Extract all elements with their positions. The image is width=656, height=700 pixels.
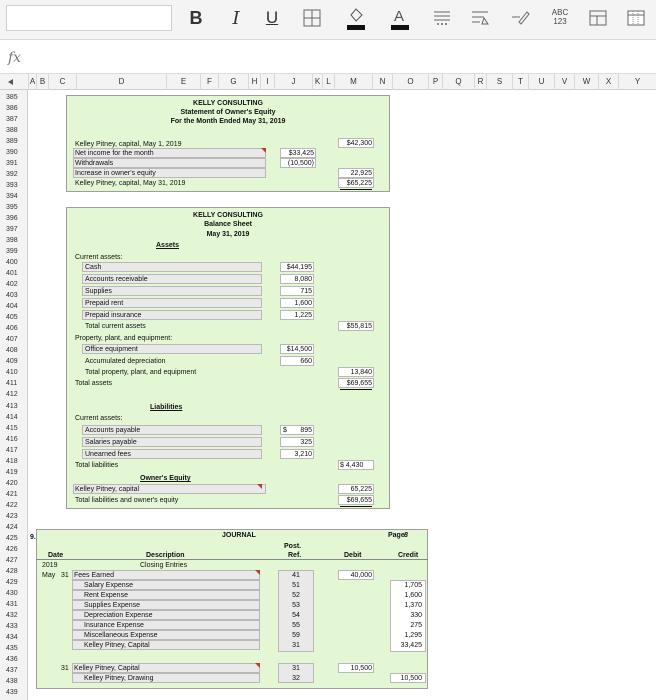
accounts-receivable-label: Accounts receivable xyxy=(85,276,148,283)
accumulated-depreciation-value: 660 xyxy=(300,358,312,365)
col-c[interactable]: C xyxy=(48,74,76,90)
entry-credit: 1,705 xyxy=(404,582,422,589)
entry-credit: 330 xyxy=(410,612,422,619)
insert-chart-icon[interactable] xyxy=(586,6,610,30)
fx-icon: fx xyxy=(8,50,22,66)
total-ppe-label: Total property, plant, and equipment xyxy=(85,369,197,376)
accounts-receivable-value: 8,080 xyxy=(294,276,312,283)
abc-label: ABC xyxy=(551,8,569,17)
equity-title: Statement of Owner's Equity xyxy=(180,109,276,116)
row-number[interactable]: 413 xyxy=(6,402,18,410)
owners-equity-heading: Owner's Equity xyxy=(140,475,191,482)
capital-begin-value: $42,300 xyxy=(346,140,372,147)
font-color-icon[interactable] xyxy=(388,4,412,32)
capital-label: Kelley Pitney, capital xyxy=(75,486,140,493)
balance-date: May 31, 2019 xyxy=(206,231,250,238)
entry-debit: 10,500 xyxy=(350,665,372,672)
entry-credit: 1,600 xyxy=(404,592,422,599)
svg-text:A: A xyxy=(394,8,405,25)
abc-number: 123 xyxy=(553,17,567,26)
total-assets-value: $69,655 xyxy=(346,380,372,387)
col-w[interactable]: W xyxy=(574,74,598,90)
equity-line-increase: Increase in owner's equity xyxy=(75,170,156,177)
entry-ref: 52 xyxy=(292,592,300,599)
col-t[interactable]: T xyxy=(512,74,528,90)
fill-color-icon[interactable] xyxy=(344,4,368,32)
row-number[interactable]: 385 xyxy=(6,94,18,101)
post-header: Post. xyxy=(284,543,302,550)
entry-ref: 41 xyxy=(292,572,300,579)
comment-flag xyxy=(255,570,260,575)
col-j[interactable]: J xyxy=(274,74,312,90)
row-number[interactable]: 404 xyxy=(6,303,18,311)
select-all-icon[interactable] xyxy=(8,79,13,85)
entry-description: Miscellaneous Expense xyxy=(84,632,158,639)
prepaid-insurance-value: 1,225 xyxy=(294,312,312,319)
capital-value: 65,225 xyxy=(350,486,372,493)
row-number[interactable]: 387 xyxy=(6,116,18,124)
align-icon[interactable] xyxy=(430,6,454,30)
total-assets-label: Total assets xyxy=(75,380,112,387)
row-number[interactable]: 401 xyxy=(6,270,18,278)
entry-description: Kelley Pitney, Capital xyxy=(84,642,150,649)
total-liabilities-value: $ 4,430 xyxy=(340,462,364,469)
row-number[interactable]: 405 xyxy=(6,314,18,322)
insert-table-icon[interactable] xyxy=(624,6,648,30)
col-b[interactable]: B xyxy=(36,74,48,90)
cash-value: $44,195 xyxy=(286,264,312,271)
col-n[interactable]: N xyxy=(372,74,392,90)
col-r[interactable]: R xyxy=(474,74,486,90)
total-liab-equity-label: Total liabilities and owner's equity xyxy=(75,497,179,504)
entry-description: Insurance Expense xyxy=(84,622,144,629)
col-x[interactable]: X xyxy=(598,74,618,90)
row-number[interactable]: 394 xyxy=(6,193,18,201)
row-number[interactable]: 396 xyxy=(6,215,18,223)
row-number[interactable]: 395 xyxy=(6,204,18,212)
row-number[interactable]: 427 xyxy=(6,556,18,564)
row-number[interactable]: 432 xyxy=(6,611,18,619)
formula-bar[interactable] xyxy=(0,44,656,74)
row-number[interactable]: 397 xyxy=(6,226,18,234)
name-box[interactable] xyxy=(6,5,172,31)
spell-check-icon[interactable] xyxy=(546,8,574,30)
credit-header: Credit xyxy=(398,552,419,559)
row-number[interactable]: 418 xyxy=(6,457,18,465)
entry-description: Kelley Pitney, Drawing xyxy=(84,675,154,682)
row-number[interactable]: 393 xyxy=(6,182,18,190)
row-number[interactable]: 415 xyxy=(6,424,18,432)
italic-button[interactable]: I xyxy=(232,7,240,29)
entry-credit: 275 xyxy=(410,622,422,629)
double-underline xyxy=(340,189,372,190)
entry-ref: 32 xyxy=(292,675,300,682)
accounts-payable-value: 895 xyxy=(300,427,312,434)
journal-year: 2019 xyxy=(42,562,58,569)
row-number[interactable]: 417 xyxy=(6,446,18,454)
cash-label: Cash xyxy=(85,264,102,271)
entry-description: Fees Earned xyxy=(74,572,115,579)
row-number[interactable]: 403 xyxy=(6,292,18,300)
journal-title: JOURNAL xyxy=(222,532,256,539)
row-number[interactable]: 406 xyxy=(6,325,18,333)
row-number[interactable]: 424 xyxy=(6,523,18,531)
col-m[interactable]: M xyxy=(334,74,372,90)
comment-flag xyxy=(257,484,262,489)
row-number[interactable]: 431 xyxy=(6,600,18,608)
row-number[interactable]: 429 xyxy=(6,578,18,586)
debit-header: Debit xyxy=(344,552,362,559)
row-number[interactable]: 402 xyxy=(6,281,18,289)
wrap-text-icon[interactable] xyxy=(468,6,492,30)
row-number[interactable]: 407 xyxy=(6,336,18,344)
row-number[interactable]: 436 xyxy=(6,655,18,663)
accounts-payable-label: Accounts payable xyxy=(85,427,141,434)
row-number[interactable]: 434 xyxy=(6,633,18,641)
row-number[interactable]: 410 xyxy=(6,369,18,377)
row-number[interactable]: 420 xyxy=(6,479,18,487)
col-k[interactable]: K xyxy=(312,74,322,90)
row-number[interactable]: 416 xyxy=(6,435,18,443)
entry-credit: 33,425 xyxy=(400,642,422,649)
entry-credit: 10,500 xyxy=(400,675,422,682)
accumulated-depreciation-label: Accumulated depreciation xyxy=(85,358,166,365)
col-a[interactable]: A xyxy=(28,74,36,90)
underline-button[interactable]: U xyxy=(265,8,279,27)
row-number[interactable]: 391 xyxy=(6,160,18,168)
journal-month: May xyxy=(42,572,56,579)
row-number[interactable]: 388 xyxy=(6,127,18,135)
entry-description: Rent Expense xyxy=(84,592,128,599)
double-underline xyxy=(340,389,372,390)
withdrawals-value: (10,500) xyxy=(287,160,314,167)
equity-company: KELLY CONSULTING xyxy=(193,100,263,107)
ref-header: Ref. xyxy=(288,552,302,559)
capital-end-value: $65,225 xyxy=(346,180,372,187)
entry-description: Supplies Expense xyxy=(84,602,141,609)
office-equipment-label: Office equipment xyxy=(85,346,138,353)
salaries-payable-label: Salaries payable xyxy=(85,439,137,446)
row-number[interactable]: 426 xyxy=(6,545,18,553)
row-number[interactable]: 409 xyxy=(6,358,18,366)
prepaid-rent-value: 1,600 xyxy=(294,300,312,307)
entry-ref: 31 xyxy=(292,665,300,672)
entry-debit: 40,000 xyxy=(350,572,372,579)
row-number[interactable]: 400 xyxy=(6,259,18,267)
total-liab-equity-value: $69,655 xyxy=(346,497,372,504)
col-f[interactable]: F xyxy=(200,74,218,90)
increase-value: 22,925 xyxy=(350,170,372,177)
entry-ref: 59 xyxy=(292,632,300,639)
journal-day-2: 31 xyxy=(61,665,69,672)
row-number[interactable]: 428 xyxy=(6,567,18,575)
row-number[interactable]: 408 xyxy=(6,347,18,355)
row-number[interactable]: 422 xyxy=(6,501,18,509)
row-number[interactable]: 386 xyxy=(6,105,18,113)
row-number[interactable]: 438 xyxy=(6,677,18,685)
entry-description: Depreciation Expense xyxy=(84,612,153,619)
office-equipment-value: $14,500 xyxy=(286,346,312,353)
equity-line-begin: Kelley Pitney, capital, May 1, 2019 xyxy=(75,141,182,148)
salaries-payable-value: 325 xyxy=(300,439,312,446)
entry-description: Salary Expense xyxy=(84,582,134,589)
equity-line-end: Kelley Pitney, capital, May 31, 2019 xyxy=(75,180,186,187)
col-i[interactable]: I xyxy=(260,74,274,90)
prepaid-insurance-label: Prepaid insurance xyxy=(85,312,142,319)
col-h[interactable]: H xyxy=(248,74,260,90)
entry-description: Kelley Pitney, Capital xyxy=(74,665,140,672)
equity-line-net-income: Net income for the month xyxy=(75,150,154,157)
entry-ref: 31 xyxy=(292,642,300,649)
entry-ref: 51 xyxy=(292,582,300,589)
equity-period: For the Month Ended May 31, 2019 xyxy=(170,118,286,125)
borders-icon[interactable] xyxy=(300,6,324,30)
col-v[interactable]: V xyxy=(554,74,574,90)
toolbar xyxy=(0,0,656,40)
total-current-assets-value: $55,815 xyxy=(346,323,372,330)
col-y[interactable]: Y xyxy=(618,74,656,90)
supplies-value: 715 xyxy=(300,288,312,295)
row-number[interactable]: 414 xyxy=(6,413,18,421)
row-number[interactable]: 389 xyxy=(6,138,18,146)
row-number[interactable]: 430 xyxy=(6,589,18,597)
row-number[interactable]: 399 xyxy=(6,248,18,256)
page-number: 8 xyxy=(404,532,408,539)
row-header xyxy=(0,90,28,700)
entry-ref: 54 xyxy=(292,612,300,619)
entry-credit: 1,370 xyxy=(404,602,422,609)
col-s[interactable]: S xyxy=(486,74,512,90)
row-number[interactable]: 435 xyxy=(6,644,18,652)
prepaid-rent-label: Prepaid rent xyxy=(85,300,124,307)
entry-credit: 1,295 xyxy=(404,632,422,639)
col-g[interactable]: G xyxy=(218,74,248,90)
comment-flag xyxy=(255,663,260,668)
col-l[interactable]: L xyxy=(322,74,334,90)
ppe-label: Property, plant, and equipment: xyxy=(75,335,173,342)
row-number[interactable]: 437 xyxy=(6,666,18,674)
row-number[interactable]: 439 xyxy=(6,688,18,696)
unearned-fees-value: 3,210 xyxy=(294,451,312,458)
accounts-payable-prefix: $ xyxy=(283,427,287,434)
col-e[interactable]: E xyxy=(166,74,200,90)
clear-format-icon[interactable] xyxy=(508,6,532,30)
assets-heading: Assets xyxy=(156,242,179,249)
col-u[interactable]: U xyxy=(528,74,554,90)
col-o[interactable]: O xyxy=(392,74,428,90)
liabilities-heading: Liabilities xyxy=(150,404,183,411)
unearned-fees-label: Unearned fees xyxy=(85,451,131,458)
row-number[interactable]: 411 xyxy=(6,380,18,388)
question-number: 9. xyxy=(30,534,36,541)
row-number[interactable]: 398 xyxy=(6,237,18,245)
col-d[interactable]: D xyxy=(76,74,166,90)
comment-flag xyxy=(261,148,266,153)
date-header: Date xyxy=(48,552,64,559)
equity-line-withdrawals: Withdrawals xyxy=(75,160,114,167)
page-label: Page xyxy=(388,532,405,539)
total-ppe-value: 13,840 xyxy=(350,369,372,376)
row-number[interactable]: 423 xyxy=(6,512,18,520)
row-number[interactable]: 412 xyxy=(6,391,18,399)
header-divider xyxy=(36,559,428,560)
current-assets-label: Current assets: xyxy=(75,254,123,261)
column-header xyxy=(0,74,656,90)
journal-day-1: 31 xyxy=(61,572,69,579)
balance-company: KELLY CONSULTING xyxy=(193,212,263,219)
total-current-assets-label: Total current assets xyxy=(85,323,146,330)
double-underline xyxy=(340,506,372,507)
row-number[interactable]: 425 xyxy=(6,534,18,542)
row-number[interactable]: 419 xyxy=(6,468,18,476)
col-p[interactable]: P xyxy=(428,74,442,90)
description-header: Description xyxy=(146,552,185,559)
row-number[interactable]: 390 xyxy=(6,149,18,157)
current-liabilities-label: Current assets: xyxy=(75,415,123,422)
row-number[interactable]: 392 xyxy=(6,171,18,179)
supplies-label: Supplies xyxy=(85,288,112,295)
row-number[interactable]: 421 xyxy=(6,490,18,498)
total-liabilities-label: Total liabilities xyxy=(75,462,119,469)
closing-entries-label: Closing Entries xyxy=(140,562,188,569)
cash-field[interactable] xyxy=(82,262,262,272)
bold-button[interactable]: B xyxy=(189,7,203,28)
entry-ref: 53 xyxy=(292,602,300,609)
entry-ref: 55 xyxy=(292,622,300,629)
col-q[interactable]: Q xyxy=(442,74,474,90)
row-number[interactable]: 433 xyxy=(6,622,18,630)
balance-title: Balance Sheet xyxy=(204,221,252,228)
net-income-value: $33,425 xyxy=(288,150,314,157)
